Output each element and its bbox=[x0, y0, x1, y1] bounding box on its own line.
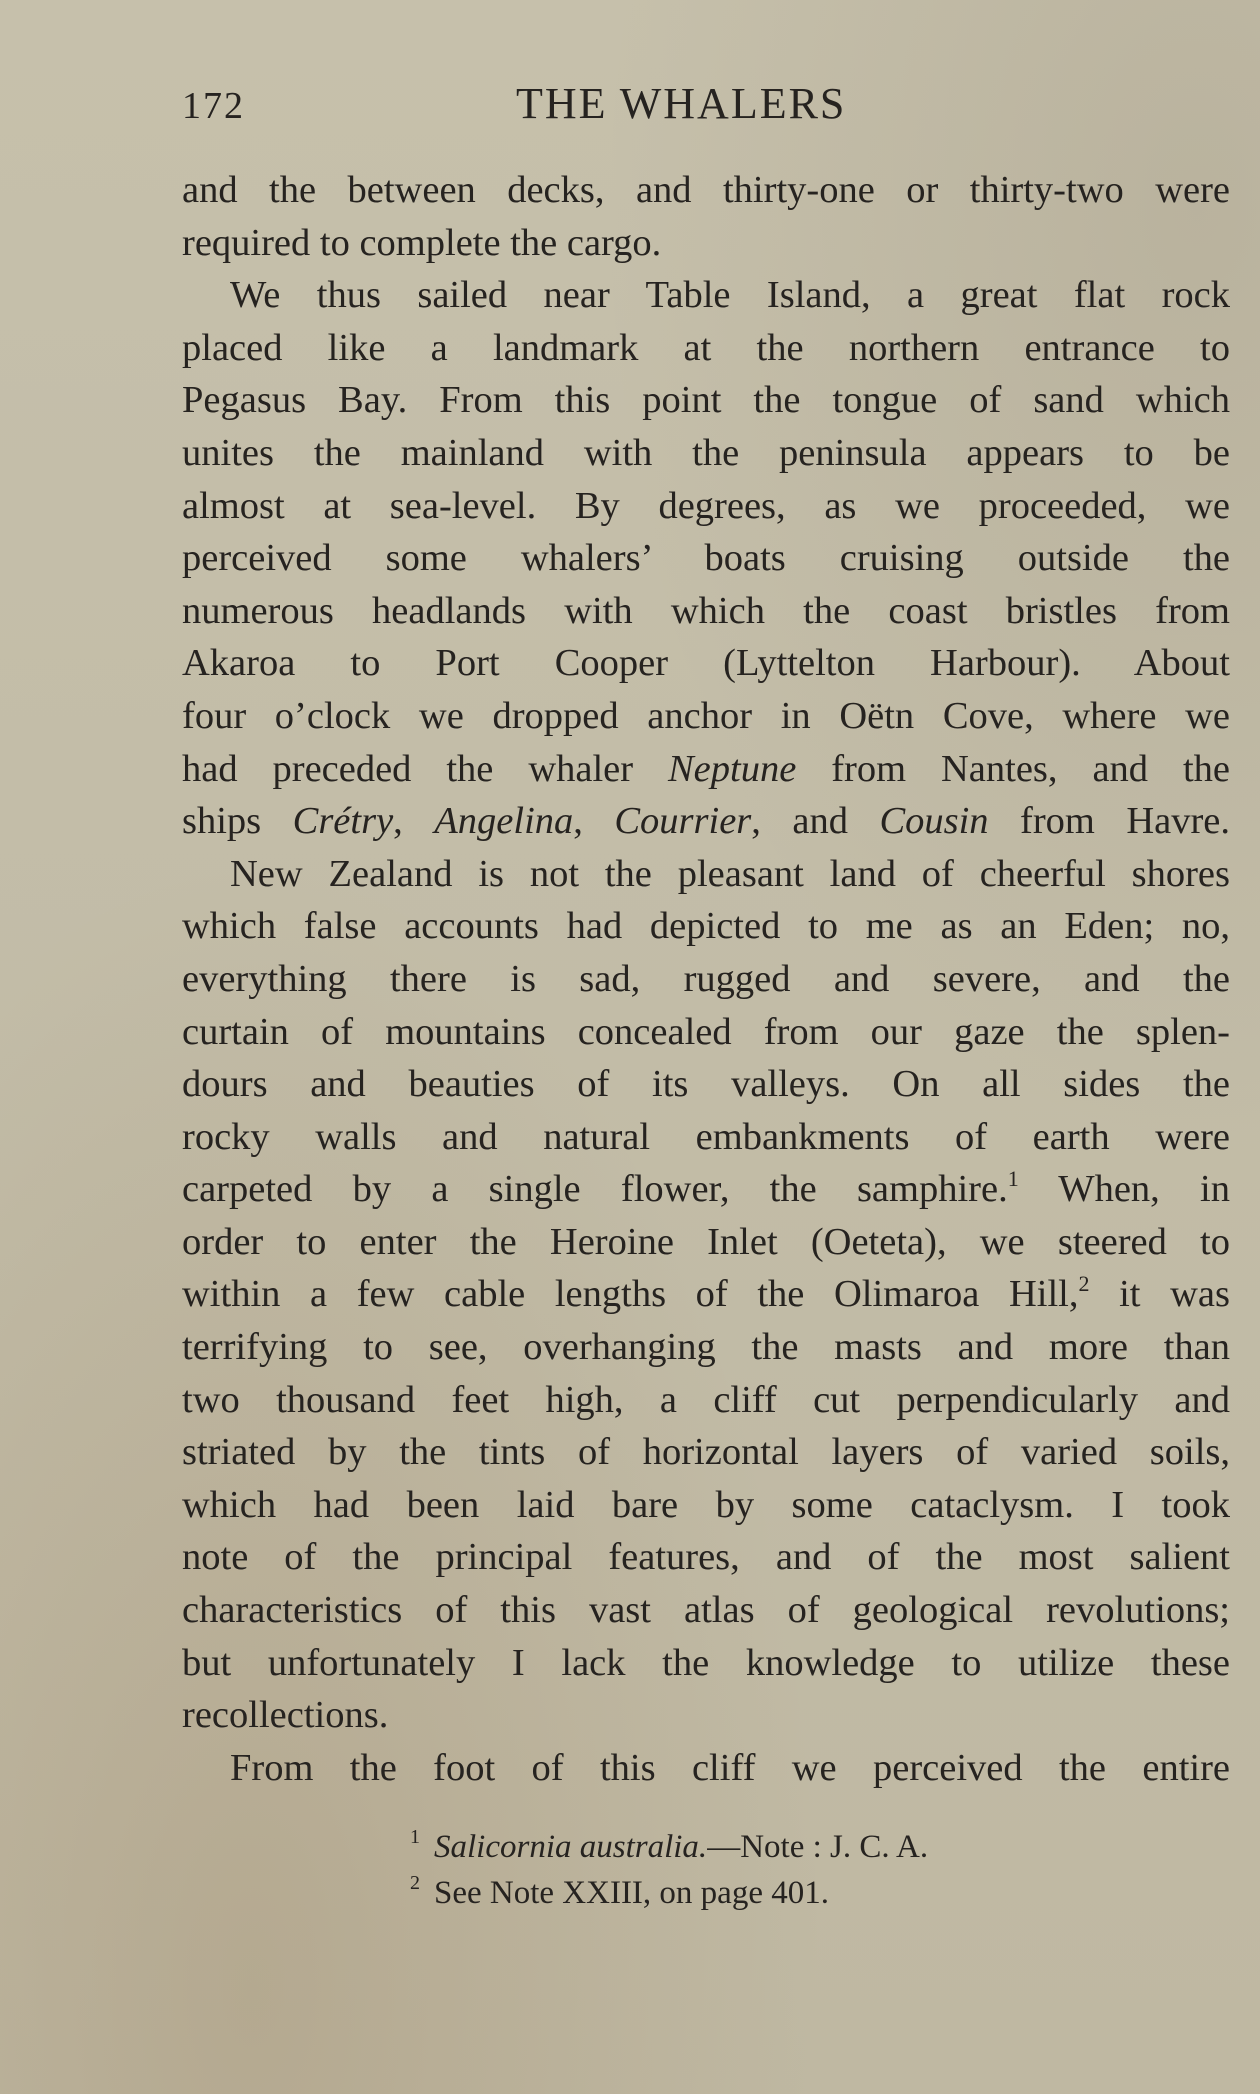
text-line bbox=[182, 1268, 1230, 1321]
body-text bbox=[182, 164, 1230, 1794]
ship-name: Angelina bbox=[434, 800, 574, 843]
text-span: carpeted by a single flower, the samphire. bbox=[182, 1168, 1008, 1211]
text-span: , bbox=[393, 800, 435, 843]
text-line: four o’clock we dropped anchor in Oëtn Cove, where we bbox=[182, 694, 1230, 737]
ship-name: Cousin bbox=[879, 800, 989, 843]
text-span: When, in bbox=[1018, 1168, 1230, 1211]
text-line: recollections. bbox=[182, 1694, 389, 1737]
text-line: striated by the tints of horizontal layers of varied soils, bbox=[182, 1431, 1230, 1474]
footnotes bbox=[410, 1824, 1110, 1916]
text-span: had preceded the whaler bbox=[182, 747, 668, 790]
ship-name: Crétry bbox=[292, 800, 394, 843]
paragraph-start-line: From the foot of this cliff we perceived the entire bbox=[230, 1746, 1230, 1789]
running-title: THE WHALERS bbox=[516, 79, 847, 128]
running-head bbox=[182, 76, 1230, 136]
text-line: rocky walls and natural embankments of earth were bbox=[182, 1115, 1230, 1158]
text-line: note of the principal features, and of the most salient bbox=[182, 1536, 1230, 1579]
text-line: placed like a landmark at the northern entrance to bbox=[182, 326, 1230, 369]
text-span: ships bbox=[182, 800, 293, 843]
footnote-mark: 1 bbox=[410, 1826, 420, 1848]
text-line: and the between decks, and thirty-one or thirty-two were bbox=[182, 169, 1230, 211]
text-span: from Havre. bbox=[988, 800, 1230, 843]
page-number: 172 bbox=[182, 85, 245, 127]
ship-name: Courrier bbox=[614, 800, 752, 843]
text-line: order to enter the Heroine Inlet (Oeteta), we steered to bbox=[182, 1220, 1230, 1263]
text-span: from Nantes, and the bbox=[796, 747, 1231, 790]
footnote-text: See Note XXIII, on page 401. bbox=[434, 1875, 829, 1911]
text-span: within a few cable lengths of the Olimaroa Hill, bbox=[182, 1273, 1079, 1316]
text-line: almost at sea-level. By degrees, as we proceeded, we bbox=[182, 484, 1230, 527]
text-span: , and bbox=[751, 800, 880, 843]
text-line bbox=[182, 743, 1230, 796]
footnote-1 bbox=[410, 1824, 1110, 1870]
text-line: perceived some whalers’ boats cruising outside the bbox=[182, 537, 1230, 580]
text-line: but unfortunately I lack the knowledge to utilize these bbox=[182, 1641, 1230, 1684]
paragraph-start-line: New Zealand is not the pleasant land of cheerful shores bbox=[230, 852, 1230, 895]
footnote-2 bbox=[410, 1870, 1110, 1916]
paragraph-start-line: We thus sailed near Table Island, a great flat rock bbox=[230, 274, 1230, 317]
text-line: curtain of mountains concealed from our gaze the splen- bbox=[182, 1010, 1230, 1053]
text-line: required to complete the cargo. bbox=[182, 221, 662, 264]
footnote-text: —Note : J. C. A. bbox=[707, 1829, 929, 1865]
text-line bbox=[182, 795, 1230, 848]
text-line: Akaroa to Port Cooper (Lyttelton Harbour). About bbox=[182, 642, 1230, 685]
text-line: unites the mainland with the peninsula appears to be bbox=[182, 431, 1230, 474]
footnote-ref: 2 bbox=[1078, 1271, 1090, 1297]
footnote-italic: Salicornia australia. bbox=[434, 1829, 708, 1865]
text-line: everything there is sad, rugged and severe, and the bbox=[182, 957, 1230, 1000]
text-line: numerous headlands with which the coast bristles from bbox=[182, 589, 1230, 632]
text-line bbox=[182, 1163, 1230, 1216]
footnote-mark: 2 bbox=[410, 1872, 420, 1894]
text-line: which false accounts had depicted to me as an Eden; no, bbox=[182, 905, 1230, 948]
text-span: it was bbox=[1089, 1273, 1230, 1316]
text-span: , bbox=[573, 800, 615, 843]
text-line: Pegasus Bay. From this point the tongue of sand which bbox=[182, 379, 1230, 422]
text-line: dours and beauties of its valleys. On all sides the bbox=[182, 1063, 1230, 1106]
ship-name: Neptune bbox=[668, 747, 797, 790]
text-line: characteristics of this vast atlas of geological revolutions; bbox=[182, 1589, 1230, 1632]
text-line: two thousand feet high, a cliff cut perpendicularly and bbox=[182, 1378, 1230, 1421]
footnote-ref: 1 bbox=[1007, 1166, 1019, 1192]
text-line: which had been laid bare by some cataclysm. I took bbox=[182, 1483, 1230, 1526]
text-line: terrifying to see, overhanging the masts and more than bbox=[182, 1326, 1230, 1369]
